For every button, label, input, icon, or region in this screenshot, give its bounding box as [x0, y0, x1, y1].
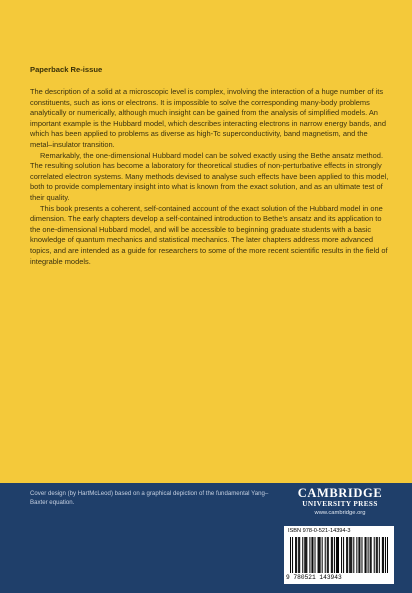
isbn-barcode	[284, 526, 394, 584]
reissue-heading: Paperback Re-issue	[30, 65, 103, 74]
blurb-text	[30, 87, 392, 267]
blurb-paragraph-2: Remarkably, the one-dimensional Hubbard model can be solved exactly using the Bethe ansatz method. The resulting solution has become a laboratory for theoretical studies of non-perturbative effects in strongly correlated electron systems. Many methods devised to analyse such effects have been applied to this model, both to provide complementary insight into what is known from the exact solution, and as an ultimate test of their quality.	[30, 150, 389, 202]
barcode-bars-icon	[290, 537, 388, 573]
isbn-number: ISBN 978-0-521-14394-3	[288, 528, 351, 534]
cover-credit: Cover design (by HartMcLeod) based on a graphical depiction of the fundamental Yang–Baxter equation.	[30, 490, 269, 506]
publisher-name: CAMBRIDGE	[297, 486, 383, 500]
publisher-subtitle: UNIVERSITY PRESS	[302, 500, 378, 508]
publisher-url: www.cambridge.org	[314, 510, 366, 516]
barcode-digits: 9 780521 143943	[286, 574, 342, 581]
blurb-paragraph-1: The description of a solid at a microscopic level is complex, involving the interaction of a huge number of its constituents, such as ions or electrons. It is impossible to solve the corresponding many-body problems analytically or numerically, although much insight can be gained from the analysis of simplified models. An important example is the Hubbard model, which describes interacting electrons in narrow energy bands, and which has been applied to problems as diverse as high-Tc superconductivity, band magnetism, and the metal–insulator transition.	[30, 87, 386, 149]
publisher-logo	[285, 487, 395, 517]
blurb-paragraph-3: This book presents a coherent, self-contained account of the exact solution of the Hubbard model in one dimension. The early chapters develop a self-contained introduction to Bethe's ansatz and its application to the one-dimensional Hubbard model, and will be accessible to beginning graduate students with a basic knowledge of quantum mechanics and statistical mechanics. The later chapters address more advanced topics, and are intended as a guide for researchers to some of the more recent scientific results in the field of integrable models.	[30, 203, 388, 266]
